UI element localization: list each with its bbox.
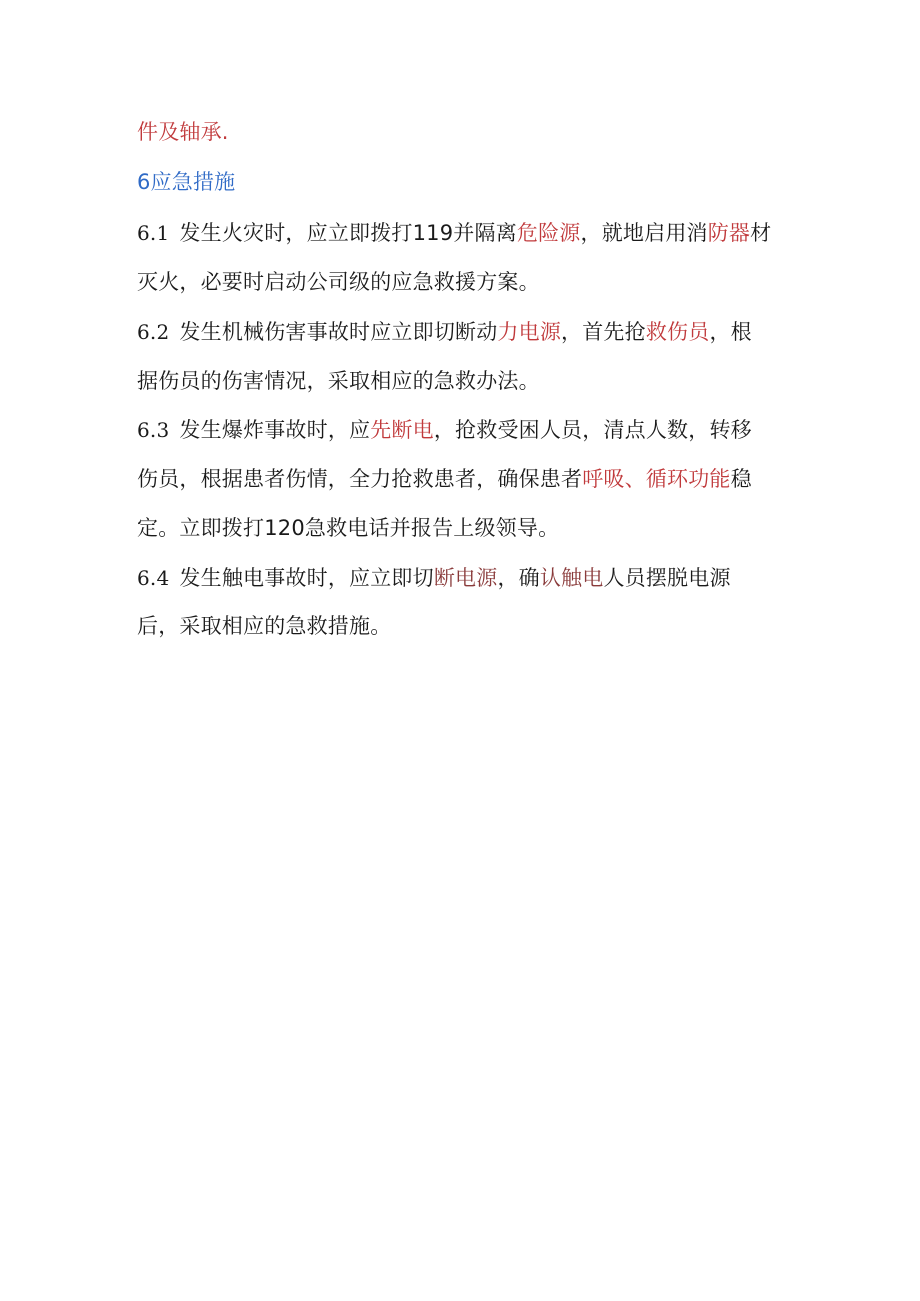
continuation-text: 件及轴承. — [137, 120, 229, 144]
item-text: ，就地启用消 — [580, 221, 708, 245]
item-text: 稳 — [730, 467, 752, 491]
item-6-3-line-1 — [137, 416, 752, 444]
item-text: ，根 — [709, 320, 752, 344]
item-text: 发生触电事故时，应立即切 — [179, 566, 434, 590]
item-6-2-line-1 — [137, 318, 752, 346]
item-6-2-line-2: 据伤员的伤害情况，采取相应的急救办法。 — [137, 369, 540, 393]
item-6-4-line-2: 后，采取相应的急救措施。 — [137, 614, 392, 638]
item-6-3-line-3: 定。立即拨打120急救电话并报告上级领导。 — [137, 516, 560, 540]
highlighted-text: 先断电 — [370, 418, 434, 442]
item-text: ，抢救受困人员，清点人数，转移 — [433, 418, 752, 442]
item-text: 材 — [750, 221, 772, 245]
item-number: 6.2 — [137, 320, 170, 344]
highlighted-text: 救伤员 — [645, 320, 710, 344]
item-text: ，首先抢 — [561, 320, 646, 344]
item-text: 发生机械伤害事故时应立即切断动 — [179, 320, 498, 344]
item-text: 发生爆炸事故时，应 — [179, 418, 371, 442]
item-6-1-line-1 — [137, 219, 771, 247]
item-number: 6.4 — [137, 566, 170, 590]
section-heading: 6应急措施 — [137, 170, 236, 194]
highlighted-text: 防器 — [707, 221, 751, 245]
item-number: 6.1 — [137, 221, 170, 245]
highlighted-text: 认触电 — [539, 566, 604, 590]
item-text: 伤员，根据患者伤情，全力抢救患者，确保患者 — [137, 467, 583, 491]
item-6-3-line-2 — [137, 465, 752, 493]
item-number: 6.3 — [137, 418, 170, 442]
highlighted-text: 呼吸、循环功能 — [582, 467, 731, 491]
item-text: 发生火灾时，应立即拨打119并隔离 — [179, 221, 517, 245]
item-text: 人员摆脱电源 — [603, 566, 731, 590]
item-6-1-line-2: 灭火，必要时启动公司级的应急救援方案。 — [137, 270, 540, 294]
highlighted-text: 力电源 — [497, 320, 562, 344]
highlighted-text: 危险源 — [516, 221, 581, 245]
item-6-4-line-1 — [137, 564, 731, 592]
item-text: ，确 — [497, 566, 540, 590]
highlighted-text: 断电源 — [433, 566, 498, 590]
